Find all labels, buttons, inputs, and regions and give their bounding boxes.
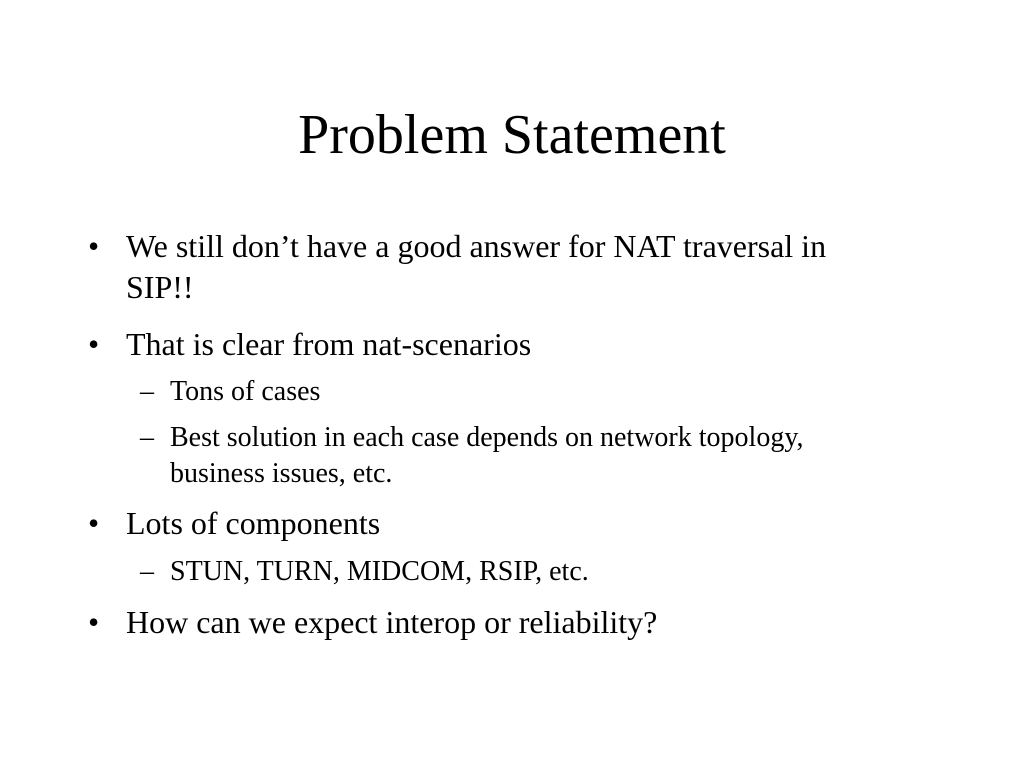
bullet-text: How can we expect interop or reliability? <box>126 604 658 640</box>
bullet-marker: • <box>88 326 100 362</box>
bullet-marker: • <box>88 228 100 264</box>
bullet-text: That is clear from nat-scenarios <box>126 326 532 362</box>
slide-title: Problem Statement <box>298 104 726 166</box>
sub-bullet-text: STUN, TURN, MIDCOM, RSIP, etc. <box>170 556 589 587</box>
sub-bullet-text: Best solution in each case depends on network topology, business issues, etc. <box>170 422 804 489</box>
bullet-text: Lots of components <box>126 505 381 541</box>
sub-bullet-text: Tons of cases <box>170 376 321 407</box>
bullet-marker: • <box>88 604 100 640</box>
sub-bullet-item <box>140 374 850 410</box>
bullet-marker: • <box>88 505 100 541</box>
sub-bullet-item <box>140 554 850 590</box>
bullet-item <box>88 324 846 365</box>
sub-bullet-marker: – <box>140 556 154 587</box>
bullet-item <box>88 602 846 643</box>
bullet-item <box>88 503 846 544</box>
bullet-text: We still don’t have a good answer for NAT traversal in SIP!! <box>126 228 827 305</box>
sub-bullet-marker: – <box>140 376 154 407</box>
bullet-item <box>88 226 846 308</box>
sub-bullet-marker: – <box>140 422 154 453</box>
sub-bullet-item <box>140 420 850 492</box>
